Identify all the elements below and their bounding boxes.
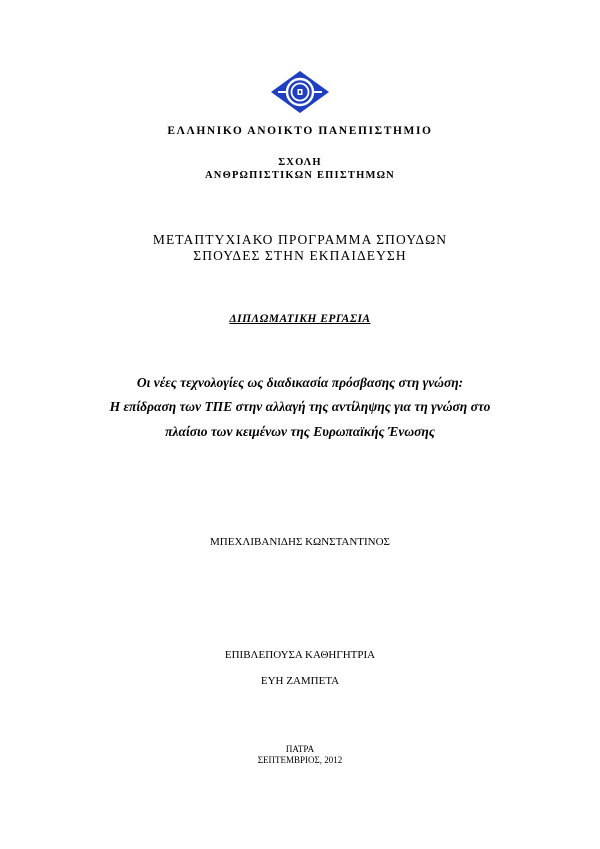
place: ΠΑΤΡΑ (285, 744, 315, 754)
program-subtitle: ΣΠΟΥΔΕΣ ΣΤΗΝ ΕΚΠΑΙΔΕΥΣΗ (193, 248, 407, 263)
author-name: ΜΠΕΧΛΙΒΑΝΙΔΗΣ ΚΩΝΣΤΑΝΤΙΝΟΣ (210, 536, 390, 548)
date: ΣΕΠΤΕΜΒΡΙΟΣ, 2012 (257, 755, 343, 765)
school-name: ΑΝΘΡΩΠΙΣΤΙΚΩΝ ΕΠΙΣΤΗΜΩΝ (205, 170, 395, 181)
thesis-title-line-3: πλαίσιο των κειμένων της Ευρωπαϊκής Ένωσης (165, 424, 435, 439)
university-emblem-icon (270, 70, 330, 114)
program-title: ΜΕΤΑΠΤΥΧΙΑΚΟ ΠΡΟΓΡΑΜΜΑ ΣΠΟΥΔΩΝ (152, 232, 448, 247)
supervisor-name: ΕΥΗ ΖΑΜΠΕΤΑ (260, 675, 340, 687)
school-label: ΣΧΟΛΗ (278, 157, 322, 168)
thesis-title-line-1: Οι νέες τεχνολογίες ως διαδικασία πρόσβασης στη γνώση: (136, 375, 464, 390)
supervisor-label: ΕΠΙΒΛΕΠΟΥΣΑ ΚΑΘΗΓΗΤΡΙΑ (224, 649, 376, 661)
document-type: ΔΙΠΛΩΜΑΤΙΚΗ ΕΡΓΑΣΙΑ (229, 313, 371, 325)
university-name: ΕΛΛΗΝΙΚΟ ΑΝΟΙΚΤΟ ΠΑΝΕΠΙΣΤΗΜΙΟ (167, 125, 433, 137)
thesis-title-line-2: Η επίδραση των ΤΠΕ στην αλλαγή της αντίληψης για τη γνώση στο (109, 399, 491, 414)
